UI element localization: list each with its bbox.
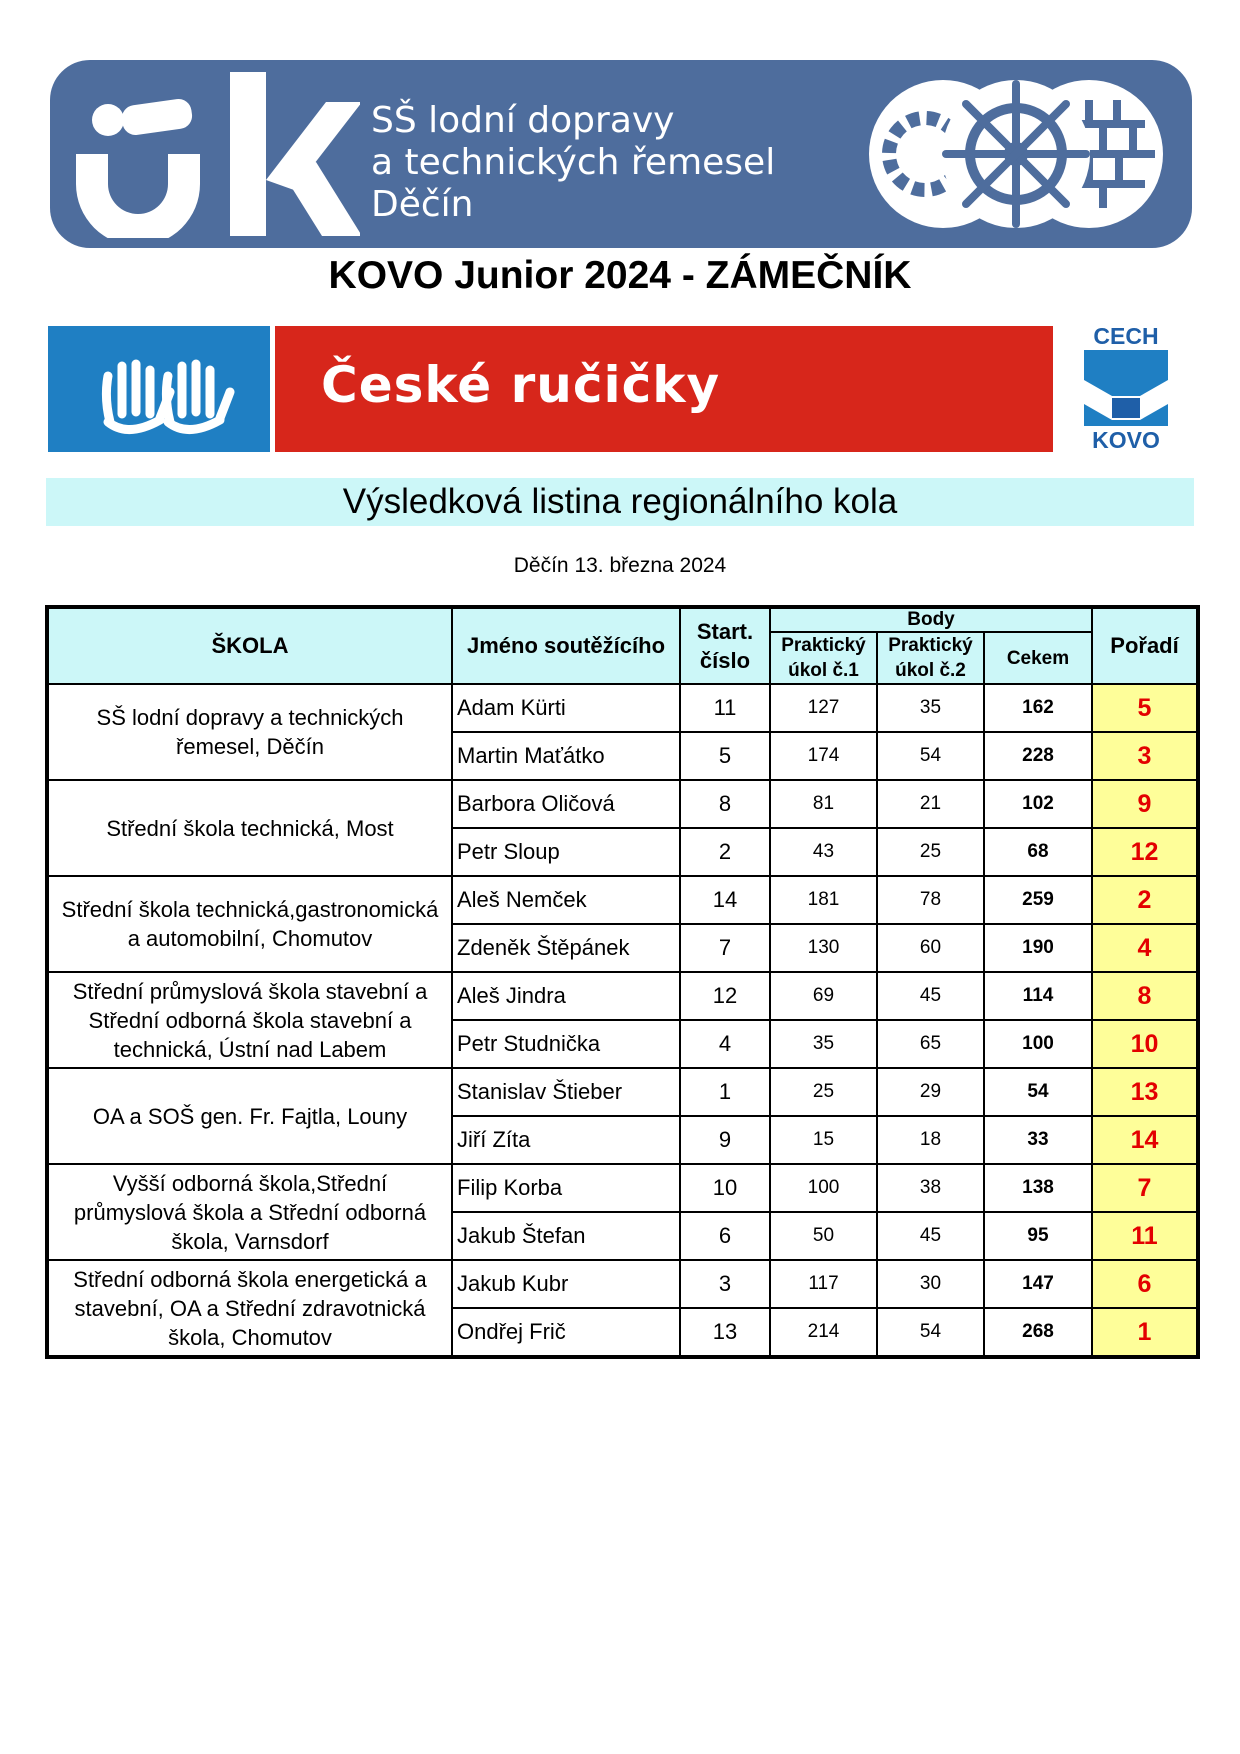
rank: 9 — [1092, 780, 1198, 828]
col-header-start-line-2: číslo — [699, 648, 751, 673]
cech-logo-bottom: KOVO — [1092, 427, 1160, 452]
total-points: 162 — [984, 684, 1092, 732]
task2-points: 30 — [877, 1260, 984, 1308]
start-number: 14 — [680, 876, 770, 924]
table-row — [47, 780, 1198, 828]
ceske-rucicky-banner — [275, 326, 1053, 452]
total-points: 54 — [984, 1068, 1092, 1116]
competitor-name: Ondřej Frič — [452, 1308, 680, 1357]
school-line: technická, Ústní nad Labem — [113, 1036, 387, 1062]
school-cell — [47, 1068, 452, 1164]
rank: 5 — [1092, 684, 1198, 732]
school-line: Střední škola technická, Most — [106, 815, 394, 841]
task1-points: 25 — [770, 1068, 877, 1116]
total-points: 190 — [984, 924, 1092, 972]
competitor-name: Jakub Štefan — [452, 1212, 680, 1260]
school-cell — [47, 684, 452, 780]
total-points: 68 — [984, 828, 1092, 876]
competitor-name: Petr Studnička — [452, 1020, 680, 1068]
rank: 1 — [1092, 1308, 1198, 1357]
task1-points: 100 — [770, 1164, 877, 1212]
task2-points: 18 — [877, 1116, 984, 1164]
uk-logo — [70, 72, 360, 238]
school-line: a automobilní, Chomutov — [127, 926, 373, 951]
start-number: 7 — [680, 924, 770, 972]
school-cell — [47, 780, 452, 876]
rank: 11 — [1092, 1212, 1198, 1260]
school-line: škola, Chomutov — [168, 1324, 332, 1350]
table-row — [47, 876, 1198, 924]
competitor-name: Stanislav Štieber — [452, 1068, 680, 1116]
task1-points: 43 — [770, 828, 877, 876]
task2-points: 21 — [877, 780, 984, 828]
rank: 7 — [1092, 1164, 1198, 1212]
start-number: 8 — [680, 780, 770, 828]
school-line: Střední odborná škola energetická a — [73, 1266, 427, 1292]
col-header-task1 — [770, 632, 877, 684]
task1-points: 69 — [770, 972, 877, 1020]
start-number: 6 — [680, 1212, 770, 1260]
school-line: Střední škola technická,gastronomická — [61, 897, 439, 922]
competitor-name: Zdeněk Štěpánek — [452, 924, 680, 972]
task2-points: 35 — [877, 684, 984, 732]
task2-points: 65 — [877, 1020, 984, 1068]
results-table — [45, 605, 1200, 1359]
rank: 14 — [1092, 1116, 1198, 1164]
task1-points: 174 — [770, 732, 877, 780]
task1-points: 35 — [770, 1020, 877, 1068]
col-header-total: Cekem — [984, 632, 1092, 684]
task2-points: 29 — [877, 1068, 984, 1116]
table-row — [47, 684, 1198, 732]
start-number: 4 — [680, 1020, 770, 1068]
start-number: 5 — [680, 732, 770, 780]
competitor-name: Barbora Oličová — [452, 780, 680, 828]
school-line: průmyslová škola a Střední odborná — [73, 1199, 427, 1225]
competitor-name: Jiří Zíta — [452, 1116, 680, 1164]
event-date: Děčín 13. března 2024 — [513, 554, 727, 577]
rank: 13 — [1092, 1068, 1198, 1116]
total-points: 114 — [984, 972, 1092, 1020]
school-name — [371, 100, 775, 226]
task1-points: 117 — [770, 1260, 877, 1308]
competitor-name: Aleš Jindra — [452, 972, 680, 1020]
total-points: 100 — [984, 1020, 1092, 1068]
rank: 2 — [1092, 876, 1198, 924]
competitor-name: Jakub Kubr — [452, 1260, 680, 1308]
school-line: stavební, OA a Střední zdravotnická — [74, 1295, 426, 1321]
school-name-line-2: a technických řemesel — [371, 142, 776, 183]
task2-points: 54 — [877, 732, 984, 780]
task1-points: 81 — [770, 780, 877, 828]
total-points: 147 — [984, 1260, 1092, 1308]
task2-points: 45 — [877, 972, 984, 1020]
task2-points: 38 — [877, 1164, 984, 1212]
task2-points: 25 — [877, 828, 984, 876]
competitor-name: Martin Maťátko — [452, 732, 680, 780]
table-row — [47, 1164, 1198, 1212]
school-line: SŠ lodní dopravy a technických — [96, 705, 404, 730]
task2-points: 54 — [877, 1308, 984, 1357]
results-body — [47, 684, 1198, 1357]
start-number: 1 — [680, 1068, 770, 1116]
school-line: řemesel, Děčín — [176, 734, 324, 759]
total-points: 228 — [984, 732, 1092, 780]
school-cell — [47, 972, 452, 1068]
rank: 6 — [1092, 1260, 1198, 1308]
competitor-name: Adam Kürti — [452, 684, 680, 732]
rank: 8 — [1092, 972, 1198, 1020]
school-cell — [47, 876, 452, 972]
start-number: 9 — [680, 1116, 770, 1164]
school-line: Střední odborná škola stavební a — [88, 1007, 412, 1033]
school-line: OA a SOŠ gen. Fr. Fajtla, Louny — [92, 1103, 408, 1129]
start-number: 13 — [680, 1308, 770, 1357]
col-header-task1-line-2: úkol č.1 — [788, 660, 859, 681]
col-header-task1-line-1: Praktický — [781, 635, 866, 656]
start-number: 10 — [680, 1164, 770, 1212]
start-number: 3 — [680, 1260, 770, 1308]
competitor-name: Filip Korba — [452, 1164, 680, 1212]
col-header-task2-line-2: úkol č.2 — [895, 660, 966, 681]
task1-points: 214 — [770, 1308, 877, 1357]
table-row — [47, 1068, 1198, 1116]
col-header-task2-line-1: Praktický — [888, 635, 973, 656]
start-number: 11 — [680, 684, 770, 732]
school-line: Vyšší odborná škola,Střední — [112, 1170, 388, 1196]
task1-points: 50 — [770, 1212, 877, 1260]
total-points: 95 — [984, 1212, 1092, 1260]
total-points: 268 — [984, 1308, 1092, 1357]
cech-kovo-logo — [1078, 322, 1174, 452]
total-points: 102 — [984, 780, 1092, 828]
ceske-rucicky-text: České ručičky — [321, 356, 721, 414]
hands-icon — [48, 326, 270, 452]
col-header-start-line-1: Start. — [696, 619, 754, 644]
school-name-line-3: Děčín — [371, 184, 474, 225]
rank: 12 — [1092, 828, 1198, 876]
task1-points: 127 — [770, 684, 877, 732]
total-points: 138 — [984, 1164, 1092, 1212]
start-number: 2 — [680, 828, 770, 876]
rank: 4 — [1092, 924, 1198, 972]
task1-points: 181 — [770, 876, 877, 924]
rank: 10 — [1092, 1020, 1198, 1068]
school-line: škola, Varnsdorf — [171, 1228, 329, 1254]
school-emblems — [865, 76, 1167, 232]
task2-points: 78 — [877, 876, 984, 924]
ceske-rucicky-logo — [48, 326, 270, 452]
col-header-body: Body — [770, 607, 1092, 632]
col-header-name: Jméno soutěžícího — [452, 607, 680, 684]
start-number: 12 — [680, 972, 770, 1020]
task2-points: 60 — [877, 924, 984, 972]
total-points: 33 — [984, 1116, 1092, 1164]
col-header-start — [680, 607, 770, 684]
ship-wheel-icon — [942, 80, 1090, 228]
col-header-school: ŠKOLA — [47, 607, 452, 684]
school-name-line-1: SŠ lodní dopravy — [371, 100, 675, 141]
table-row — [47, 972, 1198, 1020]
school-line: Střední průmyslová škola stavební a — [72, 978, 428, 1004]
school-cell — [47, 1164, 452, 1260]
rank: 3 — [1092, 732, 1198, 780]
total-points: 259 — [984, 876, 1092, 924]
table-row — [47, 1260, 1198, 1308]
competitor-name: Petr Sloup — [452, 828, 680, 876]
page-title: KOVO Junior 2024 - ZÁMEČNÍK — [328, 254, 912, 297]
school-cell — [47, 1260, 452, 1357]
col-header-task2 — [877, 632, 984, 684]
competitor-name: Aleš Nemček — [452, 876, 680, 924]
task1-points: 15 — [770, 1116, 877, 1164]
col-header-rank: Pořadí — [1092, 607, 1198, 684]
header-banner — [50, 60, 1192, 248]
task1-points: 130 — [770, 924, 877, 972]
cech-logo-top: CECH — [1093, 323, 1159, 349]
results-heading: Výsledková listina regionálního kola — [46, 478, 1194, 526]
task2-points: 45 — [877, 1212, 984, 1260]
